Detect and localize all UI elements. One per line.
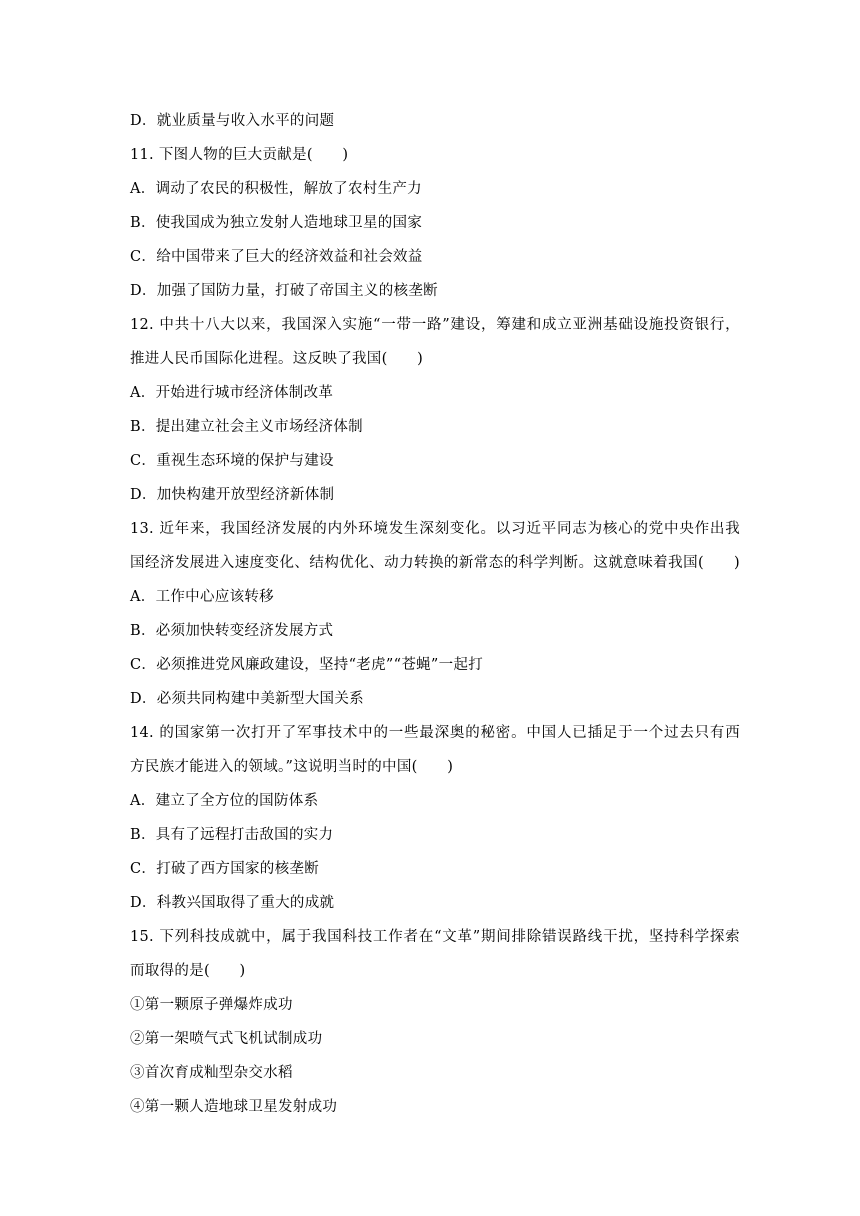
q14-stem-line1: 14. 的国家第一次打开了军事技术中的一些最深奥的秘密。中国人已插足于一个过去只有西: [130, 725, 740, 741]
q13-option-a: A．工作中心应该转移: [130, 589, 274, 605]
q11-option-d: D．加强了国防力量，打破了帝国主义的核垄断: [130, 283, 438, 299]
q12-option-d: D．加快构建开放型经济新体制: [130, 487, 335, 503]
q14-stem-line2: 方民族才能进入的领域。”这说明当时的中国( ): [130, 759, 454, 775]
q13-option-b: B．必须加快转变经济发展方式: [130, 623, 334, 639]
q15-stem-line2: 而取得的是( ): [130, 963, 246, 979]
q15-item-3: ③首次育成籼型杂交水稻: [130, 1065, 293, 1081]
q13-option-d: D．必须共同构建中美新型大国关系: [130, 691, 364, 707]
q11-option-a: A．调动了农民的积极性，解放了农村生产力: [130, 181, 422, 197]
q15-item-4: ④第一颗人造地球卫星发射成功: [130, 1099, 338, 1115]
q11-stem: 11. 下图人物的巨大贡献是( ): [130, 147, 349, 163]
q12-stem-line2: 推进人民币国际化进程。这反映了我国( ): [130, 351, 424, 367]
q11-option-b: B．使我国成为独立发射人造地球卫星的国家: [130, 215, 423, 231]
q12-option-c: C．重视生态环境的保护与建设: [130, 453, 334, 469]
q15-item-2: ②第一架喷气式飞机试制成功: [130, 1031, 323, 1047]
q13-option-c: C．必须推进党风廉政建设，坚持“老虎”“苍蝇”一起打: [130, 657, 484, 673]
q15-stem-line1: 15. 下列科技成就中，属于我国科技工作者在“文革”期间排除错误路线干扰，坚持科学探索: [130, 929, 740, 945]
q14-option-d: D．科教兴国取得了重大的成就: [130, 895, 335, 911]
q11-option-c: C．给中国带来了巨大的经济效益和社会效益: [130, 249, 423, 265]
q13-stem-line2: 国经济发展进入速度变化、结构优化、动力转换的新常态的科学判断。这就意味着我国( ): [130, 555, 740, 571]
q12-option-a: A．开始进行城市经济体制改革: [130, 385, 334, 401]
q12-stem-line1: 12. 中共十八大以来，我国深入实施“一带一路”建设，筹建和成立亚洲基础设施投资银行，: [130, 317, 740, 333]
q13-stem-line1: 13. 近年来，我国经济发展的内外环境发生深刻变化。以习近平同志为核心的党中央作出我: [130, 521, 740, 537]
q14-option-a: A．建立了全方位的国防体系: [130, 793, 319, 809]
q14-option-c: C．打破了西方国家的核垄断: [130, 861, 319, 877]
q12-option-b: B．提出建立社会主义市场经济体制: [130, 419, 363, 435]
q10-option-d: D．就业质量与收入水平的问题: [130, 113, 335, 129]
q15-item-1: ①第一颗原子弹爆炸成功: [130, 997, 293, 1013]
q14-option-b: B．具有了远程打击敌国的实力: [130, 827, 334, 843]
